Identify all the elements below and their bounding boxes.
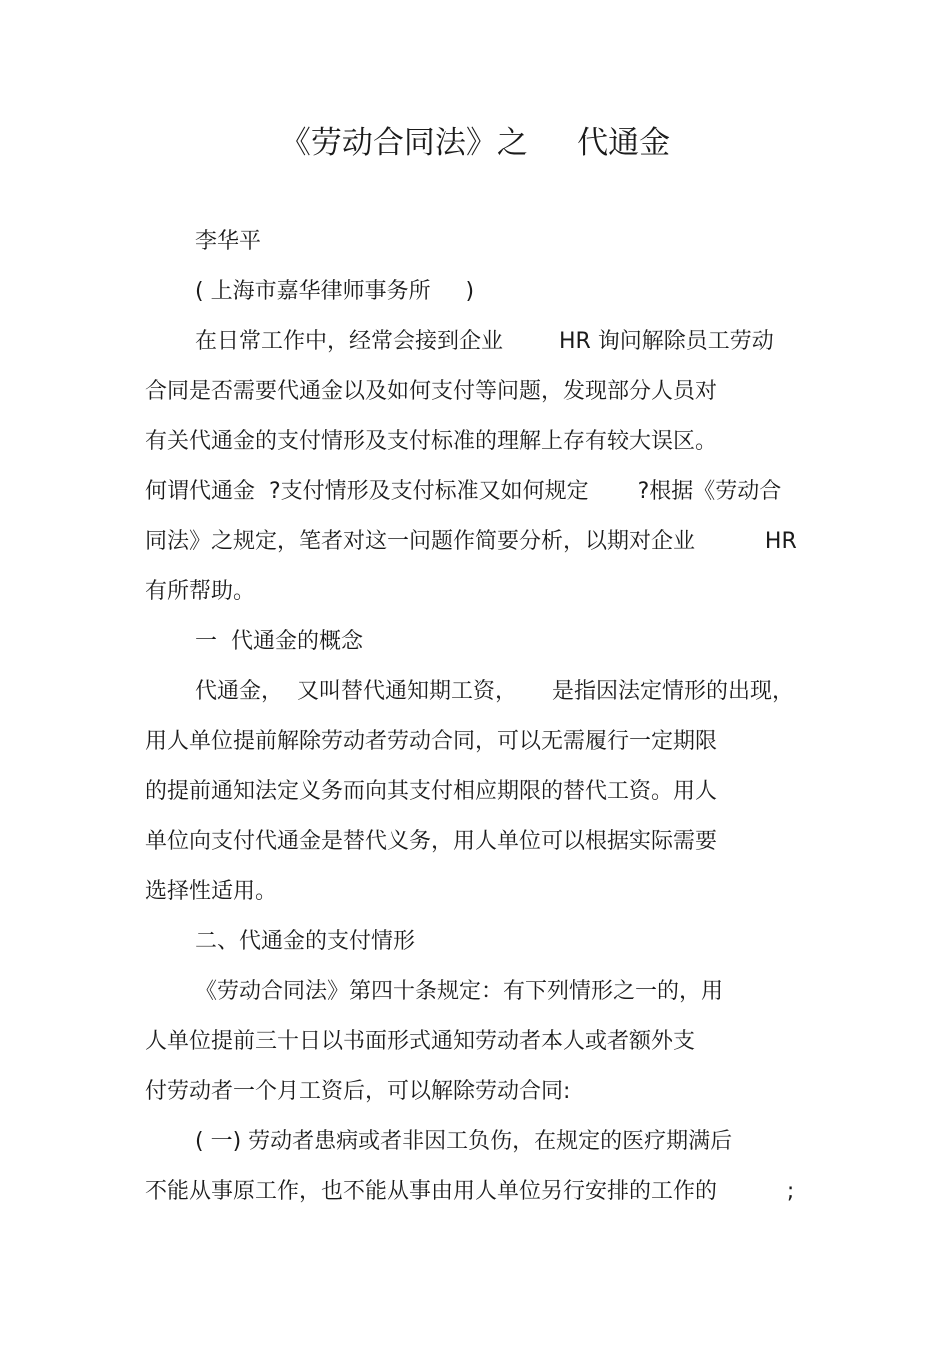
paragraph-line: 用人单位提前解除劳动者劳动合同，可以无需履行一定期限 (145, 729, 718, 754)
clause-line: ( 一) 劳动者患病或者非因工负伤，在规定的医疗期满后 (195, 1129, 733, 1154)
paragraph-line: 代通金， 又叫替代通知期工资， 是指因法定情形的出现， (195, 679, 794, 704)
author-affiliation: ( 上海市嘉华律师事务所 ) (195, 279, 475, 304)
section-heading: 一 代通金的概念 (195, 629, 363, 654)
paragraph-line: 人单位提前三十日以书面形式通知劳动者本人或者额外支 (145, 1029, 696, 1054)
paragraph-line: 单位向支付代通金是替代义务，用人单位可以根据实际需要 (145, 829, 718, 854)
paragraph-line: 付劳动者一个月工资后，可以解除劳动合同: (145, 1079, 571, 1104)
paragraph-line: 合同是否需要代通金以及如何支付等问题，发现部分人员对 (145, 379, 718, 404)
paragraph-line: 《劳动合同法》第四十条规定：有下列情形之一的，用 (195, 979, 724, 1004)
paragraph-line: 同法》之规定，笔者对这一问题作简要分析，以期对企业 HR (145, 529, 797, 554)
paragraph-line: 有所帮助。 (145, 579, 256, 604)
paragraph-line: 在日常工作中，经常会接到企业 HR 询问解除员工劳动 (195, 329, 774, 354)
paragraph-line: 的提前通知法定义务而向其支付相应期限的替代工资。用人 (145, 779, 718, 804)
paragraph-line: 何谓代通金 ?支付情形及支付标准又如何规定 ?根据《劳动合 (145, 479, 782, 504)
author-name: 李华平 (195, 229, 262, 254)
document-title: 《劳动合同法》之 代通金 (279, 125, 671, 161)
clause-line: 不能从事原工作，也不能从事由用人单位另行安排的工作的 ; (145, 1179, 795, 1204)
paragraph-line: 选择性适用。 (145, 879, 278, 904)
paragraph-line: 有关代通金的支付情形及支付标准的理解上存有较大误区。 (145, 429, 718, 454)
section-heading: 二、代通金的支付情形 (195, 929, 416, 954)
